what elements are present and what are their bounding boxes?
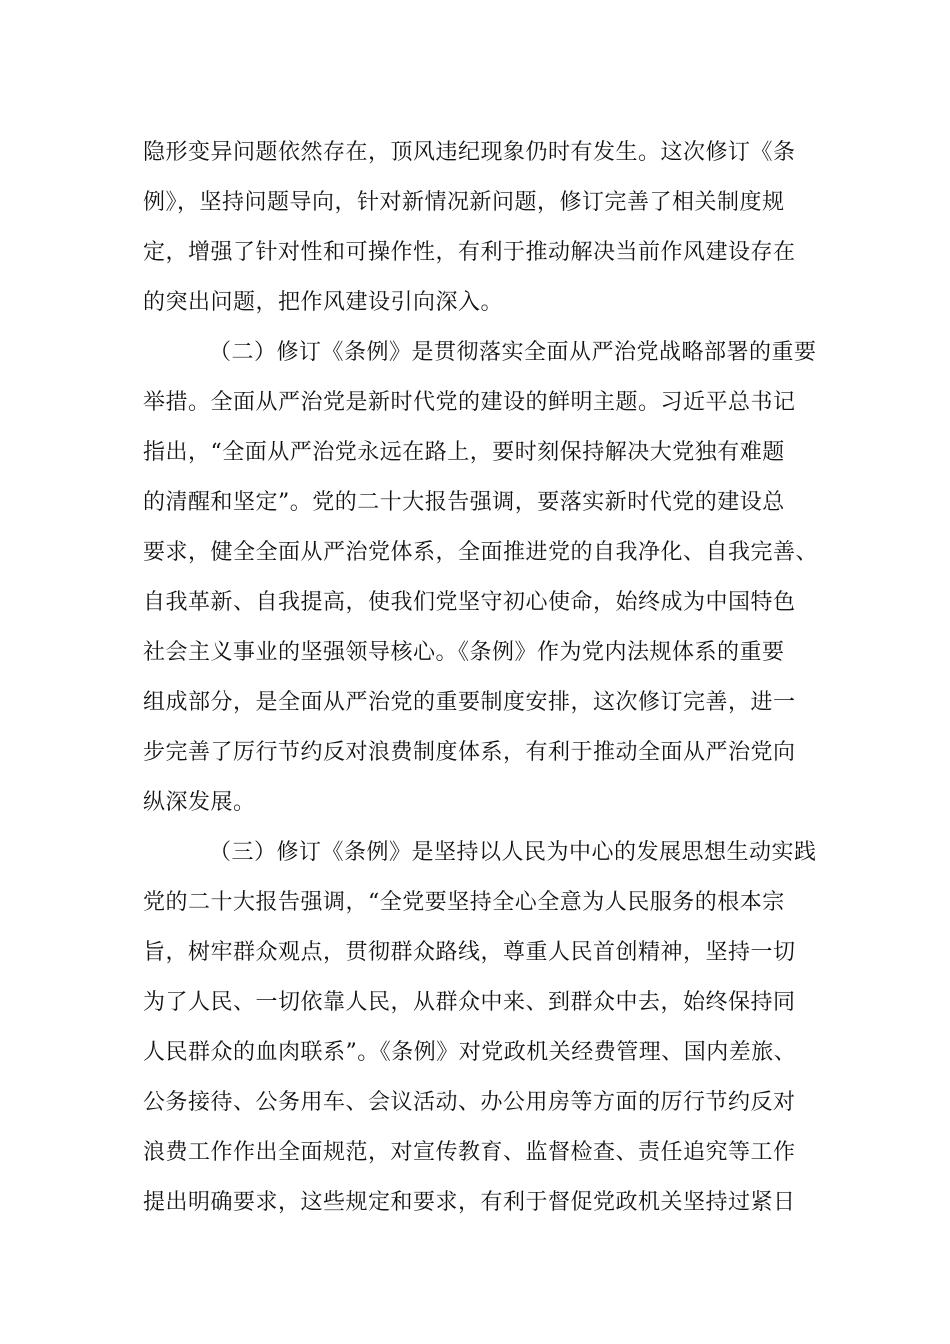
text-line: 提出明确要求，这些规定和要求，有利于督促党政机关坚持过紧日 [143, 1190, 796, 1215]
document-body [143, 128, 823, 1228]
text-line: 定，增强了针对性和可操作性，有利于推动解决当前作风建设存在 [143, 240, 796, 265]
text-line: 旨，树牢群众观点，贯彻群众路线，尊重人民首创精神，坚持一切 [143, 940, 796, 965]
text-line: 要求，健全全面从严治党体系，全面推进党的自我净化、自我完善、 [143, 540, 819, 565]
text-line: 的突出问题，把作风建设引向深入。 [143, 290, 504, 315]
text-line: 纵深发展。 [143, 790, 256, 815]
text-line: 自我革新、自我提高，使我们党坚守初心使命，始终成为中国特色 [143, 590, 796, 615]
text-line: 人民群众的血肉联系”。《条例》对党政机关经费管理、国内差旅、 [143, 1040, 797, 1065]
paragraph-3 [143, 828, 823, 1228]
text-line: 的清醒和坚定”。党的二十大报告强调，要落实新时代党的建设总 [143, 490, 785, 515]
text-line: 例》，坚持问题导向，针对新情况新问题，修订完善了相关制度规 [143, 190, 785, 215]
text-line: 为了人民、一切依靠人民，从群众中来、到群众中去，始终保持同 [143, 990, 796, 1015]
text-line: 党的二十大报告强调，“全党要坚持全心全意为人民服务的根本宗 [143, 890, 785, 915]
text-line: （二）修订《条例》是贯彻落实全面从严治党战略部署的重要 [209, 340, 817, 365]
text-line: 举措。全面从严治党是新时代党的建设的鲜明主题。习近平总书记 [143, 390, 796, 415]
text-line: 隐形变异问题依然存在，顶风违纪现象仍时有发生。这次修订《条 [143, 140, 796, 165]
text-line: 公务接待、公务用车、会议活动、办公用房等方面的厉行节约反对 [143, 1090, 796, 1115]
text-line: 步完善了厉行节约反对浪费制度体系，有利于推动全面从严治党向 [143, 740, 796, 765]
text-line: （三）修订《条例》是坚持以人民为中心的发展思想生动实践 [209, 840, 817, 865]
paragraph-1 [143, 128, 823, 328]
text-line: 组成部分，是全面从严治党的重要制度安排，这次修订完善，进一 [143, 690, 796, 715]
paragraph-2 [143, 328, 823, 828]
text-line: 指出，“全面从严治党永远在路上，要时刻保持解决大党独有难题 [143, 440, 785, 465]
text-line: 浪费工作作出全面规范，对宣传教育、监督检查、责任追究等工作 [143, 1140, 796, 1165]
text-line: 社会主义事业的坚强领导核心。《条例》作为党内法规体系的重要 [143, 640, 785, 665]
